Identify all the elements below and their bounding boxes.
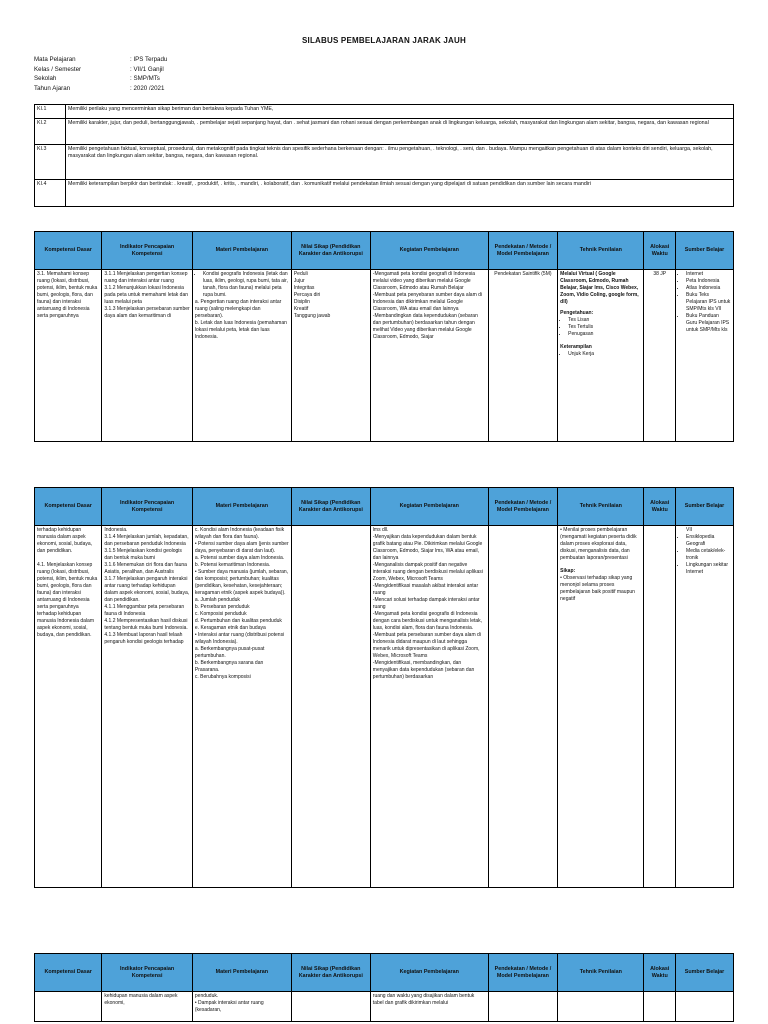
tek-item: • Tes Tertulis — [568, 324, 641, 331]
pen-text: Pendekatan Saintifik (5M) — [494, 271, 552, 277]
header-pen: Pendekatan / Metode / Model Pembelajaran — [488, 488, 557, 526]
ki-text: Memiliki perilaku yang mencerminkan sikap beriman dan bertakwa kepada Tuhan YME, — [66, 105, 734, 119]
cell-tek — [558, 992, 644, 1022]
cell-tek — [558, 270, 644, 442]
sum-item: • Atlas Indonesia — [686, 285, 731, 292]
tek-peng: Pengetahuan: — [560, 310, 594, 316]
meta-value: : 2020 /2021 — [130, 84, 165, 92]
ki-label: KI.3 — [35, 145, 66, 180]
header-ind: Indikator Pencapaian Kompetensi — [102, 954, 193, 992]
tek-ket-item: • Unjuk Kerja — [568, 351, 641, 358]
ki-label: KI.2 — [35, 119, 66, 145]
sum-list — [678, 534, 731, 576]
cell-pen — [488, 526, 557, 888]
cell-alo — [644, 992, 676, 1022]
sum-item: • Lingkungan sekitar Internet — [686, 562, 731, 576]
meta-value: : VII/1 Ganjil — [130, 65, 164, 73]
ki-row — [35, 119, 734, 145]
header-keg: Kegiatan Pembelajaran — [370, 954, 488, 992]
tek-ket-list — [560, 351, 641, 358]
header-tek: Tehnik Penilaian — [558, 488, 644, 526]
tek-ket: Keterampilan — [560, 344, 592, 350]
cell-sum — [676, 526, 734, 888]
ind-text: 3.1.1 Menjelaskan pengertian konsep ruang dan interaksi antar ruang 3.1.2 Menunjukkan lokasi Indonesia pada peta untuk memahami letak dan luas melalui peta 3.1.3 Menjelaskan persebaran sumber daya alam dan kemaritiman di — [104, 271, 190, 319]
keg-text: lms dll. -Menyajikan data kependudukan dalam bentuk grafik batang atau Pie. Dikirimkan melalui Google Classroom, Edmodo, Siajar lms, WA atau email, dan lainnya -Menganalisis dampak positif dan negative interaksi ruang dengan berdiskusi melalui aplikasi Zoom, Webex, Microsoft Teams -Mengidentifikasi masalah akibat interaksi antar ruang -Mencari solusi terhadap dampak interaksi antar ruang -Mengamati peta kondisi geografis di Indonesia dengan cara berdiskusi untuk menganalisis letak, luas, kondisi alam, flora dan fauna Indonesia. -Membuat peta persebaran sumber daya alam di Indonesia didarat maupun di laut sehingga menarik untuk dipresentasikan di aplikasi Zoom, Webex, Microsoft Teams -Mengidentifikasi, membandingkan, dan menyajikan data kependudukan (sebaran dan pertumbuhan) berdasarkan — [372, 527, 483, 680]
nil-text: Peduli Jujur Integritas Percaya diri Disiplin Kreatif Tanggung jawab — [293, 271, 331, 319]
header-row — [35, 954, 734, 992]
header-alo: Alokasi Waktu — [644, 232, 676, 270]
cell-pen — [488, 270, 557, 442]
meta-label: Kelas / Semester — [34, 65, 82, 73]
kd-text: 3.1. Memahami konsep ruang (lokasi, distribusi, potensi, iklim, bentuk muka bumi, geologis, flora, dan fauna) dan interaksi antarruang di Indonesia serta pengaruhnya — [37, 271, 98, 319]
ki-text: Memiliki pengetahuan faktual, konseptual, prosedural, dan metakognitif pada tingkat teknis dan spesifik sederhana berkenaan dengan: . ilmu pengetahuan, . teknologi, . seni, dan . budaya. Mampu mengaitkan pengetahuan di atas dalam konteks diri sendiri, keluarga, sekolah, masyarakat dan lingkungan alam sekitar, bangsa, negara, dan kawasan regional. — [66, 145, 734, 180]
header-ind: Indikator Pencapaian Kompetensi — [102, 488, 193, 526]
cell-kd — [35, 526, 102, 888]
header-tek: Tehnik Penilaian — [558, 232, 644, 270]
ind-text: kehidupan manusia dalam aspek ekonomi, — [104, 993, 178, 1006]
cell-alo — [644, 526, 676, 888]
meta-label: Mata Pelajaran — [34, 56, 76, 63]
meta-row — [34, 65, 167, 75]
tek-item: • Penugasan — [568, 331, 641, 338]
sum-item: • Internet — [686, 271, 731, 278]
cell-tek — [558, 526, 644, 888]
header-nil: Nilai Sikap (Pendidikan Karakter dan Antikorupsi — [291, 488, 370, 526]
cell-keg — [370, 526, 488, 888]
mat-item: • Kondisi geografis Indonesia (letak dan luas, iklim, geologi, rupa bumi, tata air, tanah, flora dan fauna) melalui peta rupa bumi. — [203, 271, 289, 299]
header-tek: Tehnik Penilaian — [558, 954, 644, 992]
tek-sikap: Sikap: — [560, 568, 576, 574]
header-sum: Sumber Belajar — [676, 954, 734, 992]
cell-pen — [488, 992, 557, 1022]
header-sum: Sumber Belajar — [676, 232, 734, 270]
header-nil: Nilai Sikap (Pendidikan Karakter dan Antikorupsi — [291, 954, 370, 992]
cell-sum — [676, 270, 734, 442]
header-keg: Kegiatan Pembelajaran — [370, 488, 488, 526]
header-row — [35, 232, 734, 270]
cell-mat — [192, 270, 291, 442]
tek-head: Melalui Virtual ( Google Classroom, Edmodo, Rumah Belajar, Siajar lms, Cisco Webex, Zoom, Vidio Coling, google form, dll) — [560, 271, 639, 305]
cell-alo — [644, 270, 676, 442]
header-kd: Kompetensi Dasar — [35, 954, 102, 992]
meta-value: : SMP/MTs — [130, 75, 160, 83]
header-sum: Sumber Belajar — [676, 488, 734, 526]
keg-text: ruang dan waktu yang disajikan dalam bentuk tabel dan grafik dikirimkan melalui — [372, 993, 475, 1006]
meta-label: Sekolah — [34, 75, 57, 83]
cell-keg — [370, 992, 488, 1022]
ki-table — [34, 104, 734, 207]
header-mat: Materi Pembelajaran — [192, 232, 291, 270]
mat-a: a. Pengertian ruang dan interaksi antar ruang (saling melengkapi dan persebaran). — [194, 299, 282, 319]
tek-sikap-item: • Observasi terhadap sikap yang menonjol selama proses pembelajaran baik positif maupun negatif — [560, 575, 635, 602]
cell-mat — [192, 526, 291, 888]
header-mat: Materi Pembelajaran — [192, 954, 291, 992]
alo-text: 38 JP — [653, 271, 667, 277]
header-alo: Alokasi Waktu — [644, 954, 676, 992]
cell-sum — [676, 992, 734, 1022]
ki-label: KI.4 — [35, 180, 66, 207]
ki-row — [35, 105, 734, 119]
content-row — [35, 270, 734, 442]
keg-text: -Mengamati peta kondisi geografi di Indonesia melalui video yang diberikan melalui Google Classroom, Edmodo atau Rumah Belajar -Membuat peta penyebaran sumber daya alam di Indonesia dan dikirimkan melalui Google Classroom, WA atau email dan lainnya -Membandingkan data kependudukan (sebaran dan pertumbuhan) berdasarkan tahun dengan melihat Video yang diberikan melalui Google Classroom, Edmodo, Siajar — [372, 271, 483, 340]
tek-text: • Menilai proses pembelajaran (mengamati kegiatan peserta didik dalam proses eksplorasi data, diskusi, menganalisis data, dan pembuatan laporan/presentasi — [560, 527, 637, 561]
ki-row — [35, 180, 734, 207]
sum-item: • Buku Teks Pelajaran IPS untuk SMP/Mts kls VII — [686, 292, 731, 313]
sum-item: • Ensiklopedia Geografi — [686, 534, 731, 548]
ki-text: Memiliki keterampilan berpikir dan bertindak: . kreatif, . produktif, . kritis, . mandiri, . kolaboratif, dan . komunikatif melalui pendekatan ilmiah sesuai dengan yang dipelajari di satuan pendidikan dan sumber lain secara mandiri — [66, 180, 734, 207]
ki-row — [35, 145, 734, 180]
ki-label: KI.1 — [35, 105, 66, 119]
header-keg: Kegiatan Pembelajaran — [370, 232, 488, 270]
header-pen: Pendekatan / Metode / Model Pembelajaran — [488, 232, 557, 270]
sum-item: • Media cetak/elek-tronik — [686, 548, 731, 562]
header-nil: Nilai Sikap (Pendidikan Karakter dan Antikorupsi — [291, 232, 370, 270]
tek-list — [560, 317, 641, 338]
header-alo: Alokasi Waktu — [644, 488, 676, 526]
meta-row — [34, 55, 167, 65]
meta-label: Tahun Ajaran — [34, 84, 71, 92]
syllabus-table-3 — [34, 953, 734, 1022]
ind-text: Indonesia. 3.1.4 Menjelaskan jumlah, kepadatan, dan persebaran penduduk Indonesia 3.1.5 Menjelaskan kondisi geologis dan bentuk muka bumi 3.1.6 Menemukan ciri flora dan fauna Asiatis, peralihan, dan Australis 3.1.7 Menjelaskan pengaruh interaksi antar ruang terhadap kehidupan dalam aspek ekonomi, sosial, budaya, dan pendidikan. 4.1.1 Menggambar peta persebaran fauna di Indonesia 4.1.2 Mempresentasikan hasil diskusi tentang bentuk muka bumi Indonesia. 4.1.3 Membuat laporan hasil telaah pengaruh kondisi geologis terhadap — [104, 527, 190, 645]
content-row — [35, 992, 734, 1022]
cell-nil — [291, 270, 370, 442]
cell-ind — [102, 270, 193, 442]
header-pen: Pendekatan / Metode / Model Pembelajaran — [488, 954, 557, 992]
meta-block — [34, 55, 167, 93]
mat-list — [195, 271, 289, 299]
page-title: SILABUS PEMBELAJARAN JARAK JAUH — [302, 36, 466, 45]
header-row — [35, 488, 734, 526]
header-mat: Materi Pembelajaran — [192, 488, 291, 526]
sum-item: • Peta Indonesia — [686, 278, 731, 285]
sum-top: VII — [686, 527, 693, 533]
cell-keg — [370, 270, 488, 442]
cell-mat — [192, 992, 291, 1022]
sum-list — [678, 271, 731, 334]
ki-text: Memiliki karakter, jujur, dan peduli, bertanggungjawab, . pembelajar sejati sepanjang hayat, dan . sehat jasmani dan rohani sesuai dengan perkembangan anak di lingkungan keluarga, sekolah, masyarakat dan lingkungan alam sekitar, bangsa, negara, dan kawasan regional — [66, 119, 734, 145]
cell-ind — [102, 992, 193, 1022]
cell-nil — [291, 992, 370, 1022]
cell-kd — [35, 992, 102, 1022]
mat-text: c. Kondisi alam Indonesia (keadaan fisik wilayah dan flora dan fauna). • Potensi sumber daya alam (jenis sumber daya, penyebaran di darat dan laut). a. Potensi sumber daya alam Indonesia. b. Potensi kemaritiman Indonesia. • Sumber daya manusia (jumlah, sebaran, dan komposisi; pertumbuhan; kualitas (pendidikan, kesehatan, kesejahteraan; keragaman etnik (aspek aspek budaya)). a. Jumlah penduduk b. Persebaran penduduk c. Komposisi penduduk d. Pertumbuhan dan kualitas penduduk e. Keragaman etnik dan budaya • Interaksi antar ruang (distribusi potensi wilayah Indonesia). a. Berkembangnya pusat-pusat pertumbuhan. b. Berkembangnya sarana dan Prasarana. c. Berubahnya komposisi — [194, 527, 289, 680]
content-row — [35, 526, 734, 888]
syllabus-table-2 — [34, 487, 734, 888]
kd-text: terhadap kehidupan manusia dalam aspek ekonomi, sosial, budaya, dan pendidikan. 4.1. Menjelaskan konsep ruang (lokasi, distribusi, potensi, iklim, bentuk muka bumi, geologis, flora dan fauna) dan interaksi antarruang di Indonesia serta pengaruhnya terhadap kehidupan manusia Indonesia dalam aspek ekonomi, sosial, budaya, dan pendidikan. — [37, 527, 98, 638]
syllabus-table-1 — [34, 231, 734, 442]
cell-kd — [35, 270, 102, 442]
meta-value: : IPS Terpadu — [130, 56, 168, 63]
cell-ind — [102, 526, 193, 888]
tek-item: • Tes Lisan — [568, 317, 641, 324]
sum-item: • Buku Panduan Guru Pelajaran IPS untuk SMP/Mts kls — [686, 313, 731, 334]
header-kd: Kompetensi Dasar — [35, 232, 102, 270]
header-kd: Kompetensi Dasar — [35, 488, 102, 526]
cell-nil — [291, 526, 370, 888]
meta-row — [34, 84, 167, 94]
mat-b: b. Letak dan luas Indonesia (pemahaman lokasi melalui peta, letak dan luas Indonesia. — [194, 320, 287, 340]
header-ind: Indikator Pencapaian Kompetensi — [102, 232, 193, 270]
meta-row — [34, 74, 167, 84]
mat-text: penduduk. • Dampak interaksi antar ruang (kesadaran, — [194, 993, 264, 1013]
